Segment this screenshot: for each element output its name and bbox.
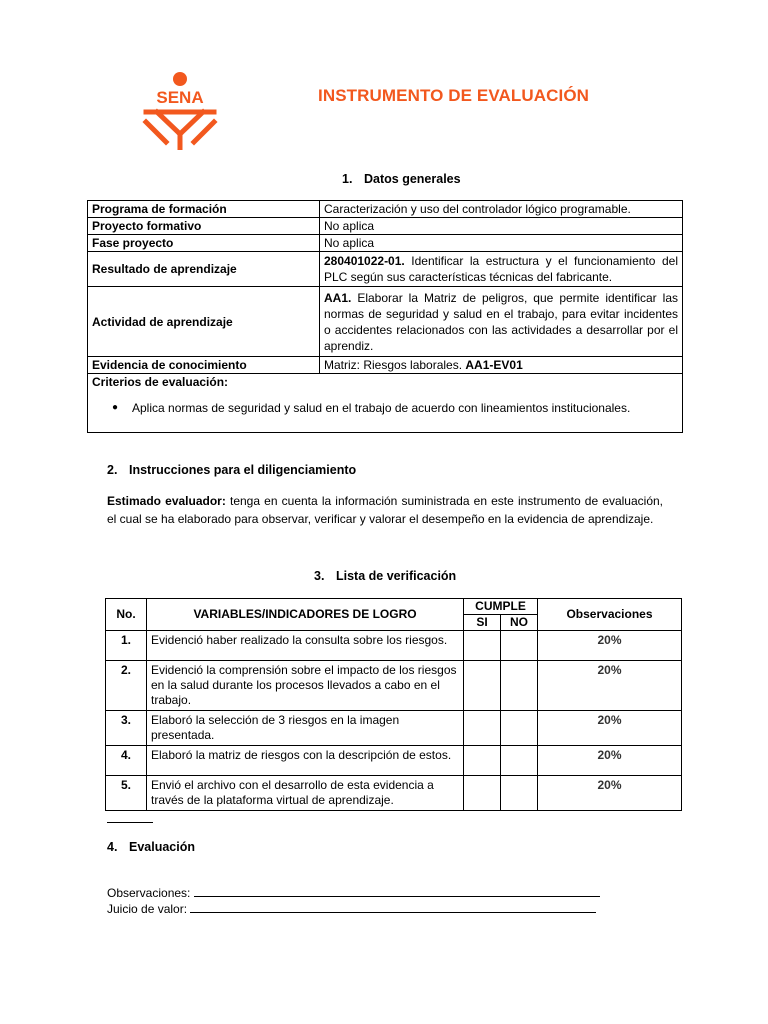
section-4-heading — [107, 840, 195, 854]
row-number: 1. — [106, 631, 147, 661]
table-row — [88, 374, 683, 433]
si-check-cell[interactable] — [464, 776, 501, 811]
section-2-title: Instrucciones para el diligenciamiento — [129, 463, 357, 477]
row-observation: 20% — [538, 776, 682, 811]
section-2-number: 2. — [107, 463, 118, 477]
row-indicator: Evidenció la comprensión sobre el impacto de los riesgos en la salud durante los procesos llevados a cabo en el trabajo. — [147, 661, 464, 711]
proyecto-value: No aplica — [320, 218, 683, 235]
si-check-cell[interactable] — [464, 631, 501, 661]
section-3-title: Lista de verificación — [336, 569, 457, 583]
row-number: 2. — [106, 661, 147, 711]
juicio-label: Juicio de valor: — [107, 902, 188, 916]
instructions-paragraph — [107, 492, 663, 528]
fase-label: Fase proyecto — [88, 235, 320, 252]
evidencia-label: Evidencia de conocimiento — [88, 357, 320, 374]
row-number: 3. — [106, 711, 147, 746]
juicio-field[interactable] — [190, 902, 596, 913]
table-row — [88, 287, 683, 357]
resultado-code: 280401022-01. — [324, 254, 405, 268]
general-data-table — [87, 200, 683, 433]
table-row — [106, 661, 682, 711]
si-check-cell[interactable] — [464, 711, 501, 746]
row-number: 5. — [106, 776, 147, 811]
criterios-cell — [88, 374, 683, 433]
section-1-heading — [342, 172, 461, 186]
table-row — [106, 746, 682, 776]
row-indicator: Elaboró la selección de 3 riesgos en la imagen presentada. — [147, 711, 464, 746]
evidencia-code: AA1-EV01 — [465, 358, 523, 372]
document-title: INSTRUMENTO DE EVALUACIÓN — [318, 86, 590, 105]
section-1-title: Datos generales — [364, 172, 461, 186]
actividad-value-cell — [320, 287, 683, 357]
table-row — [88, 235, 683, 252]
section-4-title: Evaluación — [129, 840, 195, 854]
resultado-label: Resultado de aprendizaje — [88, 252, 320, 287]
no-check-cell[interactable] — [501, 746, 538, 776]
table-row — [88, 357, 683, 374]
checklist-table — [105, 598, 682, 811]
table-row — [88, 201, 683, 218]
col-header-no: No. — [106, 599, 147, 631]
table-row — [106, 711, 682, 746]
row-observation: 20% — [538, 711, 682, 746]
table-row — [88, 252, 683, 287]
table-row — [106, 631, 682, 661]
table-row — [88, 218, 683, 235]
actividad-code: AA1. — [324, 290, 352, 305]
sena-logo — [140, 70, 220, 150]
col-header-observaciones: Observaciones — [538, 599, 682, 631]
table-row — [106, 776, 682, 811]
col-header-no-cumple: NO — [501, 615, 538, 631]
logo-text: SENA — [156, 88, 204, 107]
actividad-label: Actividad de aprendizaje — [88, 287, 320, 357]
resultado-value: Identificar la estructura y el funcionamiento del PLC según sus características técnicas del fabricante. — [324, 254, 678, 284]
programa-value: Caracterización y uso del controlador lógico programable. — [320, 201, 683, 218]
observaciones-label: Observaciones: — [107, 886, 191, 900]
row-number: 4. — [106, 746, 147, 776]
evidencia-value-cell — [320, 357, 683, 374]
section-1-number: 1. — [342, 172, 353, 186]
divider — [107, 822, 153, 823]
juicio-line — [107, 902, 596, 916]
actividad-value: Elaborar la Matriz de peligros, que permite identificar las normas de seguridad y salud en el trabajo, para evitar incidentes o accidentes relacionados con las actividades a desarrollar por el aprendiz. — [324, 290, 678, 353]
no-check-cell[interactable] — [501, 776, 538, 811]
col-header-variables: VARIABLES/INDICADORES DE LOGRO — [147, 599, 464, 631]
fase-value: No aplica — [320, 235, 683, 252]
instructions-lead: Estimado evaluador: — [107, 494, 226, 508]
observaciones-field[interactable] — [194, 886, 600, 897]
row-indicator: Envió el archivo con el desarrollo de esta evidencia a través de la plataforma virtual de aprendizaje. — [147, 776, 464, 811]
col-header-cumple: CUMPLE — [464, 599, 538, 615]
no-check-cell[interactable] — [501, 711, 538, 746]
programa-label: Programa de formación — [88, 201, 320, 218]
observaciones-line — [107, 886, 600, 900]
no-check-cell[interactable] — [501, 631, 538, 661]
si-check-cell[interactable] — [464, 661, 501, 711]
section-4-number: 4. — [107, 840, 118, 854]
no-check-cell[interactable] — [501, 661, 538, 711]
row-observation: 20% — [538, 746, 682, 776]
resultado-value-cell — [320, 252, 683, 287]
proyecto-label: Proyecto formativo — [88, 218, 320, 235]
row-observation: 20% — [538, 631, 682, 661]
criterios-label: Criterios de evaluación: — [92, 375, 229, 389]
row-indicator: Elaboró la matriz de riesgos con la descripción de estos. — [147, 746, 464, 776]
col-header-si: SI — [464, 615, 501, 631]
criterios-list — [92, 400, 678, 416]
si-check-cell[interactable] — [464, 746, 501, 776]
row-observation: 20% — [538, 661, 682, 711]
header-row — [106, 599, 682, 615]
instructions-text: tenga en cuenta la información suministrada en este instrumento de evaluación, el cual se ha elaborado para observar, verificar y valorar el desempeño en la evidencia de aprendizaje. — [107, 494, 663, 526]
section-3-heading — [314, 569, 456, 583]
section-3-number: 3. — [314, 569, 325, 583]
row-indicator: Evidenció haber realizado la consulta sobre los riesgos. — [147, 631, 464, 661]
section-2-heading — [107, 463, 356, 477]
evidencia-value: Matriz: Riesgos laborales. — [324, 358, 466, 372]
sena-logo-icon — [140, 70, 220, 150]
criterio-item: ● Aplica normas de seguridad y salud en el trabajo de acuerdo con lineamientos institucionales. — [114, 400, 678, 416]
